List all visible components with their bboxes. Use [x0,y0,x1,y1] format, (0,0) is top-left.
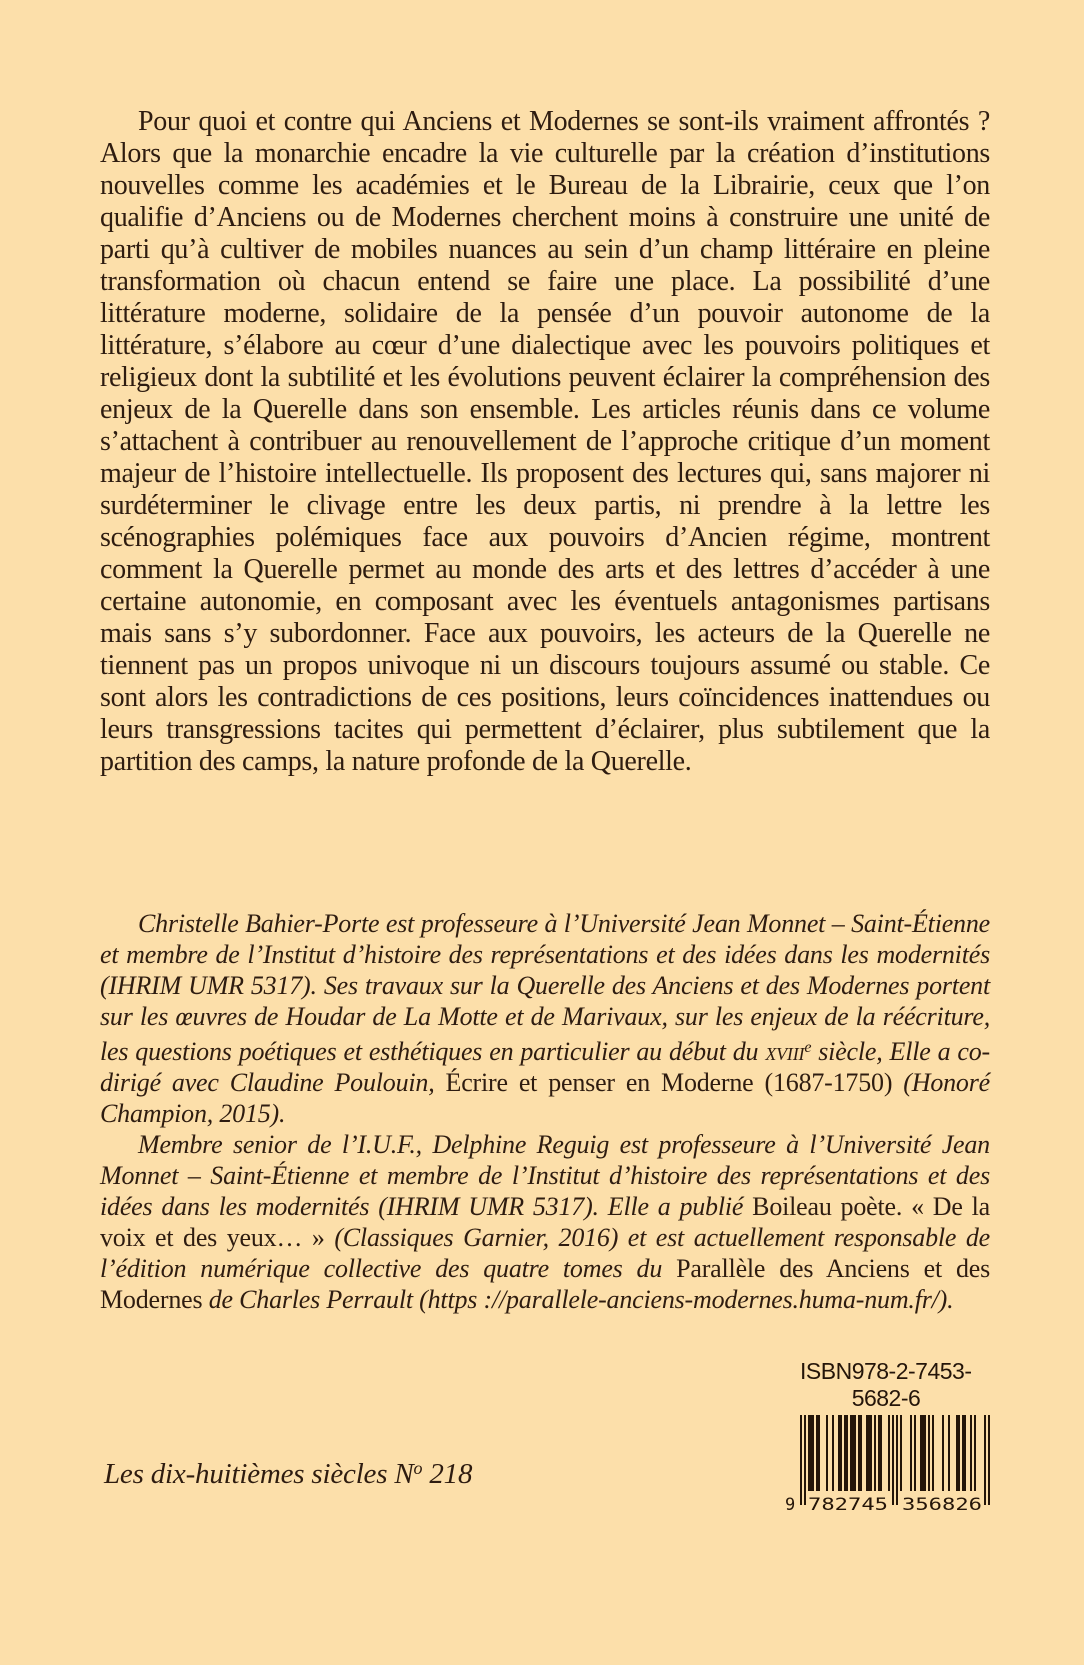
ean13-barcode-icon [784,1415,990,1513]
text-segment: Les dix-huitièmes siècles N [104,1458,414,1490]
bio-paragraph-reguig [100,1129,990,1315]
author-bios [100,908,990,1315]
text-segment: xviii [765,1037,805,1067]
text-segment: Christelle Bahier-Porte est professeure à l’Université Jean Monnet – Saint-Étienne et membre de l’Institut d’histoire des représentations et des idées dans les modernités (IHRIM UMR 5317). Ses travaux sur la Querelle des Anciens et des Modernes portent sur les œuvres de Houdar de La Motte et de Marivaux, sur les enjeux de la réécriture, les questions poétiques et esthétiques en particulier au début du [100,909,990,1067]
series-label [104,1458,472,1491]
text-segment: o [413,1458,423,1479]
svg-text:9: 9 [785,1495,796,1513]
svg-text:356826: 356826 [902,1495,982,1513]
isbn-number: 978-2-7453-5682-6 [851,1358,972,1411]
text-segment: Membre senior de l’I.U.F., Delphine Reguig est professeure à l’Université Jean Monnet – Saint-Étienne et membre de l’Institut d’histoire des représentations et des idées dans les modernités (IHRIM UMR 5317). Elle a publié [100,1130,990,1222]
text-segment: e [804,1039,812,1056]
text-segment: Parallèle des Anciens et des Modernes [100,1254,990,1315]
text-segment: 218 [422,1458,473,1490]
text-segment: (Honoré Champion, 2015). [100,1068,990,1129]
text-segment: de Charles Perrault (https ://parallele-anciens-modernes.huma-num.fr/). [208,1285,954,1315]
isbn-block [784,1358,990,1513]
bio-paragraph-bahier-porte [100,908,990,1129]
text-segment: siècle, Elle a co-dirigé avec Claudine Poulouin, [100,1037,991,1098]
text-segment: Boileau poète. « De la voix et des yeux… » [100,1192,990,1253]
svg-text:782745: 782745 [808,1495,888,1513]
isbn-row [800,1358,990,1412]
isbn-label: ISBN [800,1358,852,1384]
text-segment: (Classiques Garnier, 2016) et est actuellement responsable de l’édition numérique collective des quatre tomes du [100,1223,991,1284]
text-segment: Écrire et penser en Moderne (1687-1750) [445,1068,904,1098]
blurb-paragraph: Pour quoi et contre qui Anciens et Modernes se sont-ils vraiment affrontés ? Alors que la monarchie encadre la vie culturelle par la création d’institutions nouvelles comme les académies et le Bureau de la Librairie, ceux que l’on qualifie d’Anciens ou de Modernes cherchent moins à construire une unité de parti qu’à cultiver de mobiles nuances au sein d’un champ littéraire en pleine transformation où chacun entend se faire une place. La possibilité d’une littérature moderne, solidaire de la pensée d’un pouvoir autonome de la littérature, s’élabore au cœur d’une dialectique avec les pouvoirs politiques et religieux dont la subtilité et les évolutions peuvent éclairer la compréhension des enjeux de la Querelle dans son ensemble. Les articles réunis dans ce volume s’attachent à contribuer au renouvellement de l’approche critique d’un moment majeur de l’histoire intellectuelle. Ils proposent des lectures qui, sans majorer ni surdéterminer le clivage entre les deux partis, ni prendre à la lettre les scénographies polémiques face aux pouvoirs d’Ancien régime, montrent comment la Querelle permet au monde des arts et des lettres d’accéder à une certaine autonomie, en composant avec les éventuels antagonismes partisans mais sans s’y subordonner. Face aux pouvoirs, les acteurs de la Querelle ne tiennent pas un propos univoque ni un discours toujours assumé ou stable. Ce sont alors les contradictions de ces positions, leurs coïncidences inattendues ou leurs transgressions tacites qui permettent d’éclairer, plus subtilement que la partition des camps, la nature profonde de la Querelle. [100,106,990,777]
